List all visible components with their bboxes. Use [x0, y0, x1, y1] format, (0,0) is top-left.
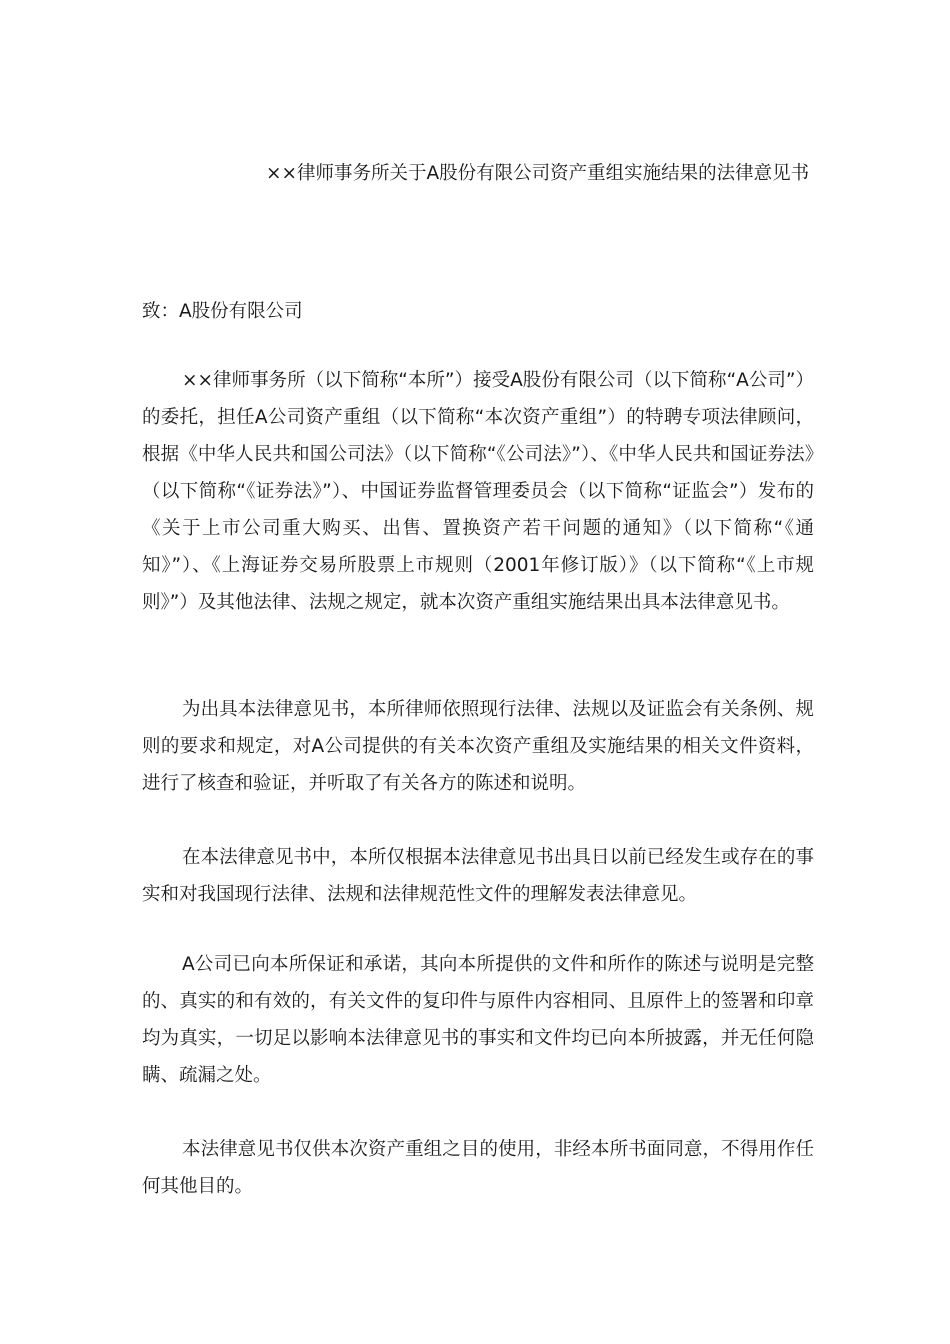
paragraph-engagement: ××律师事务所（以下简称“本所”）接受A股份有限公司（以下简称“A公司”）的委托，担任A公司资产重组（以下简称“本次资产重组”）的特聘专项法律顾问，根据《中华人民共和国公司法》（以下简称“《公司法》”）、《中华人民共和国证券法》（以下简称“《证券法》”）、中国证券监督管理委员会（以下简称“证监会”）发布的《关于上市公司重大购买、出售、置换资产若干问题的通知》（以下简称“《通知》”）、《上海证券交易所股票上市规则（2001年修订版）》（以下简称“《上市规则》”）及其他法律、法规之规定，就本次资产重组实施结果出具本法律意见书。 — [142, 370, 814, 613]
addressee-line: 致：A股份有限公司 — [142, 301, 303, 322]
document-title: ××律师事务所关于A股份有限公司资产重组实施结果的法律意见书 — [266, 163, 810, 184]
paragraph-representation: A公司已向本所保证和承诺，其向本所提供的文件和所作的陈述与说明是完整的、真实的和有效的，有关文件的复印件与原件内容相同、且原件上的签署和印章均为真实，一切足以影响本法律意见书的事实和文件均已向本所披露，并无任何隐瞒、疏漏之处。 — [142, 954, 814, 1086]
paragraph-verification: 为出具本法律意见书，本所律师依照现行法律、法规以及证监会有关条例、规则的要求和规定，对A公司提供的有关本次资产重组及实施结果的相关文件资料，进行了核查和验证，并听取了有关各方的陈述和说明。 — [142, 699, 814, 794]
paragraph-basis: 在本法律意见书中，本所仅根据本法律意见书出具日以前已经发生或存在的事实和对我国现行法律、法规和法律规范性文件的理解发表法律意见。 — [142, 847, 814, 905]
paragraph-usage-limitation: 本法律意见书仅供本次资产重组之目的使用，非经本所书面同意，不得用作任何其他目的。 — [142, 1139, 814, 1197]
